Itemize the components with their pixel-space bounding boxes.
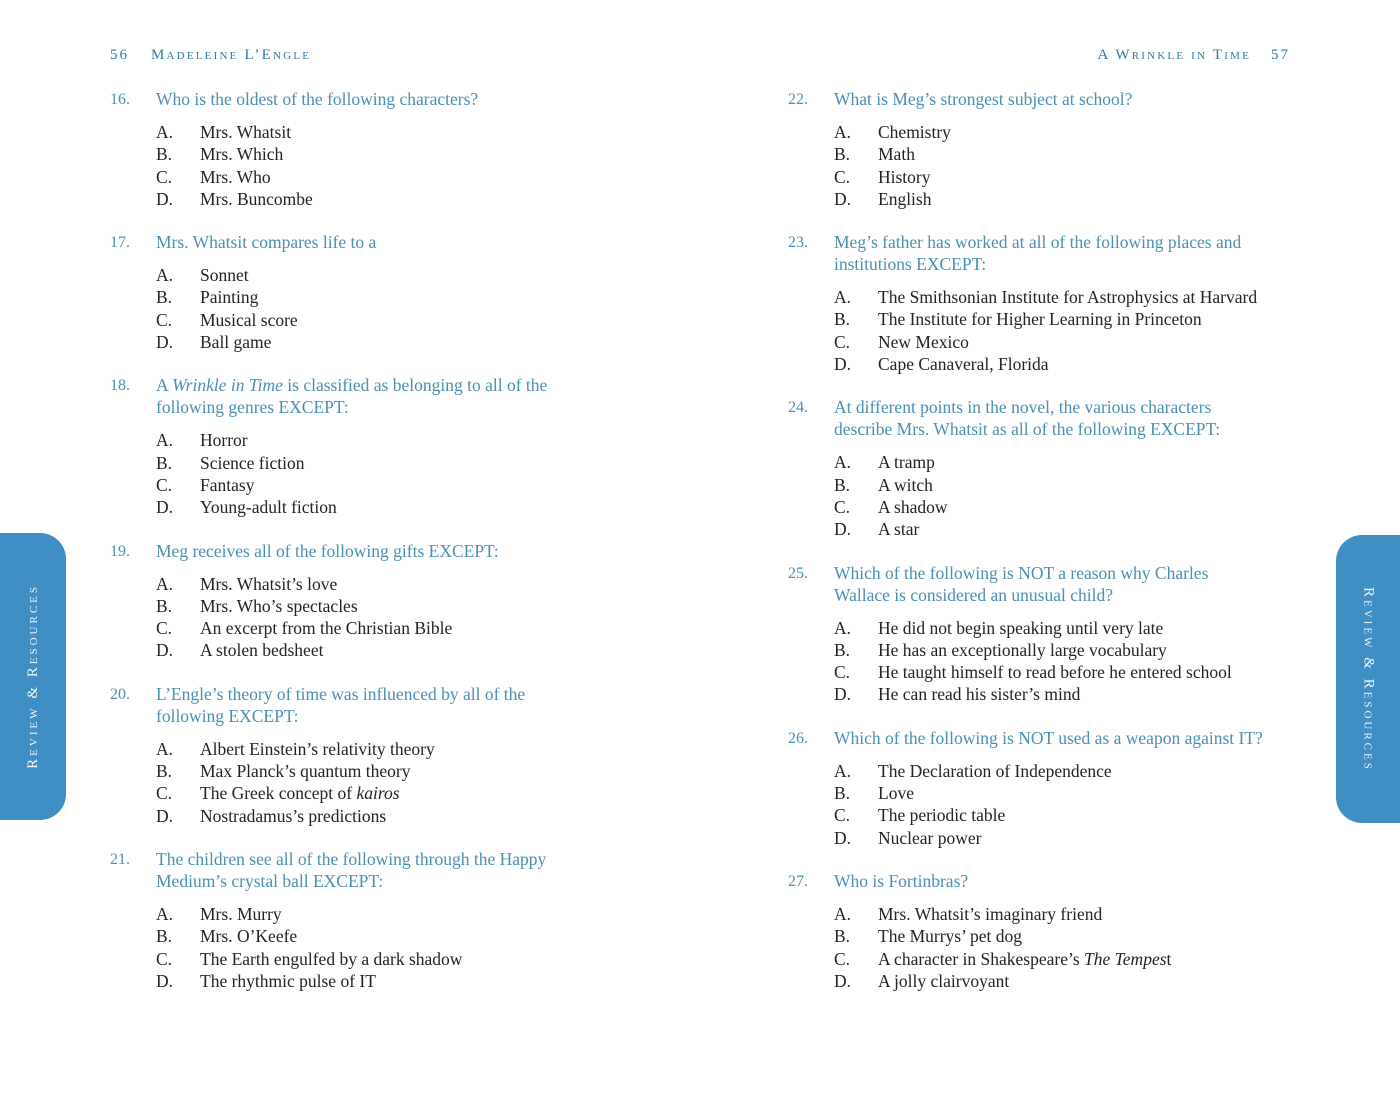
- option-text: Nostradamus’s predictions: [200, 805, 387, 826]
- option-row: [156, 925, 688, 947]
- question-number: 20.: [110, 685, 130, 703]
- question-body: [156, 88, 688, 210]
- review-resources-tab-label: Review & Resources: [1360, 586, 1377, 772]
- option-row: [156, 264, 688, 286]
- option-text: English: [878, 188, 932, 209]
- option-row: [156, 121, 688, 143]
- option-letter: A.: [834, 122, 852, 142]
- question-prompt: L’Engle’s theory of time was influenced by all of the following EXCEPT:: [156, 683, 526, 726]
- option-row: [834, 948, 1290, 970]
- running-head: A Wrinkle in Time: [1097, 47, 1251, 63]
- option-row: [834, 617, 1290, 639]
- option-row: [834, 683, 1290, 705]
- question-number: 21.: [110, 850, 130, 868]
- option-letter: C.: [834, 805, 851, 826]
- option-row: [156, 331, 688, 353]
- option-text: Albert Einstein’s relativity theory: [200, 738, 435, 759]
- option-letter: D.: [156, 332, 174, 353]
- option-list: [834, 617, 1290, 706]
- option-letter: C.: [156, 166, 173, 187]
- question-number: 17.: [110, 234, 130, 252]
- option-text: Mrs. Which: [200, 144, 284, 165]
- page-header-left: [110, 45, 688, 65]
- option-letter: A.: [156, 903, 174, 924]
- option-row: [834, 804, 1290, 826]
- option-list: [156, 573, 688, 662]
- question-number: 25.: [788, 564, 808, 582]
- option-row: [156, 782, 688, 804]
- option-list: [156, 264, 688, 353]
- option-text: Math: [878, 144, 915, 165]
- option-row: [834, 827, 1290, 849]
- question-prompt: Which of the following is NOT used as a weapon against IT?: [834, 727, 1263, 748]
- option-letter: A.: [156, 265, 174, 286]
- option-row: [834, 760, 1290, 782]
- option-letter: D.: [156, 640, 174, 661]
- option-row: [156, 805, 688, 827]
- option-text: A star: [878, 519, 920, 540]
- option-row: [156, 429, 688, 451]
- question-item: [788, 870, 1290, 992]
- option-text: Ball game: [200, 332, 272, 353]
- option-letter: A.: [834, 452, 852, 473]
- review-resources-tab-right: [1336, 535, 1400, 823]
- question-body: [156, 683, 688, 827]
- option-text: History: [878, 166, 931, 187]
- option-text: The Murrys’ pet dog: [878, 926, 1023, 947]
- option-letter: A.: [156, 573, 174, 594]
- option-text: Science fiction: [200, 452, 305, 473]
- option-letter: D.: [834, 684, 852, 705]
- option-letter: B.: [156, 287, 173, 308]
- option-text: Mrs. Who’s spectacles: [200, 595, 358, 616]
- question-prompt: Meg’s father has worked at all of the following places and institutions EXCEPT:: [834, 232, 1242, 275]
- option-text: Painting: [200, 287, 259, 308]
- option-text: Sonnet: [200, 265, 249, 286]
- option-letter: B.: [156, 452, 173, 473]
- question-prompt: Which of the following is NOT a reason why Charles Wallace is considered an unusual child?: [834, 562, 1209, 605]
- question-number: 19.: [110, 542, 130, 560]
- option-text: Horror: [200, 430, 248, 451]
- option-text: Fantasy: [200, 474, 255, 495]
- option-row: [834, 308, 1290, 330]
- option-letter: C.: [156, 474, 173, 495]
- option-letter: A.: [156, 430, 174, 451]
- page-right: [788, 45, 1290, 1013]
- running-head: Madeleine L’Engle: [151, 47, 312, 63]
- page-header-right: [788, 45, 1290, 65]
- option-text: Mrs. Who: [200, 166, 271, 187]
- option-row: [156, 286, 688, 308]
- question-item: [110, 88, 688, 210]
- option-letter: C.: [156, 783, 173, 804]
- review-resources-tab-label: Review & Resources: [24, 584, 41, 769]
- question-number: 26.: [788, 729, 808, 747]
- question-body: [834, 231, 1290, 375]
- question-body: [834, 727, 1290, 849]
- option-row: [834, 925, 1290, 947]
- option-letter: B.: [834, 639, 851, 660]
- option-text: He did not begin speaking until very late: [878, 617, 1164, 638]
- option-text: Mrs. O’Keefe: [200, 926, 298, 947]
- option-text: Musical score: [200, 309, 298, 330]
- question-item: [110, 374, 688, 518]
- question-body: [156, 231, 688, 353]
- option-text: A tramp: [878, 452, 935, 473]
- option-letter: A.: [156, 738, 174, 759]
- option-letter: B.: [834, 309, 851, 330]
- page-number: 57: [1271, 47, 1290, 63]
- option-letter: C.: [834, 331, 851, 352]
- option-text: A stolen bedsheet: [200, 640, 324, 661]
- option-text: Nuclear power: [878, 827, 982, 848]
- option-letter: D.: [156, 188, 174, 209]
- question-body: [834, 562, 1290, 706]
- question-number: 24.: [788, 399, 808, 417]
- option-text: Love: [878, 783, 914, 804]
- option-letter: C.: [834, 496, 851, 517]
- option-list: [156, 121, 688, 210]
- question-number: 16.: [110, 91, 130, 108]
- option-text: Cape Canaveral, Florida: [878, 354, 1049, 375]
- option-row: [834, 143, 1290, 165]
- option-letter: A.: [834, 287, 852, 308]
- option-row: [834, 121, 1290, 143]
- question-number: 27.: [788, 872, 808, 890]
- option-letter: D.: [834, 188, 852, 209]
- option-row: [834, 188, 1290, 210]
- option-list: [156, 903, 688, 992]
- option-text: The rhythmic pulse of IT: [200, 970, 376, 991]
- question-prompt: Mrs. Whatsit compares life to a: [156, 232, 377, 253]
- option-text: A jolly clairvoyant: [878, 970, 1010, 991]
- question-prompt: Who is Fortinbras?: [834, 870, 969, 891]
- option-text: The periodic table: [878, 805, 1006, 826]
- option-list: [834, 903, 1290, 992]
- option-text: Chemistry: [878, 122, 951, 142]
- option-row: [156, 738, 688, 760]
- option-list: [156, 738, 688, 827]
- option-text: He has an exceptionally large vocabulary: [878, 639, 1167, 660]
- option-text: An excerpt from the Christian Bible: [200, 618, 453, 639]
- option-letter: A.: [156, 122, 174, 142]
- option-row: [156, 474, 688, 496]
- page-left: [110, 45, 688, 1013]
- option-list: [156, 429, 688, 518]
- question-item: [788, 231, 1290, 375]
- option-letter: B.: [834, 144, 851, 165]
- option-text: Mrs. Buncombe: [200, 188, 313, 209]
- option-row: [834, 496, 1290, 518]
- option-text: The Smithsonian Institute for Astrophysics at Harvard: [878, 287, 1258, 308]
- option-row: [156, 639, 688, 661]
- option-letter: D.: [834, 970, 852, 991]
- option-row: [156, 970, 688, 992]
- option-row: [156, 309, 688, 331]
- option-text: The Declaration of Independence: [878, 760, 1112, 781]
- option-letter: A.: [834, 617, 852, 638]
- option-text: The Greek concept of kairos: [200, 783, 400, 804]
- question-item: [788, 396, 1290, 540]
- question-number: 23.: [788, 234, 808, 252]
- option-text: New Mexico: [878, 331, 969, 352]
- question-body: [834, 88, 1290, 210]
- question-body: [834, 870, 1290, 992]
- question-item: [110, 848, 688, 992]
- option-text: A shadow: [878, 496, 948, 517]
- option-text: Mrs. Whatsit’s imaginary friend: [878, 903, 1103, 924]
- option-letter: A.: [834, 903, 852, 924]
- option-letter: C.: [834, 166, 851, 187]
- option-text: A witch: [878, 474, 933, 495]
- question-prompt: Meg receives all of the following gifts EXCEPT:: [156, 540, 499, 561]
- option-row: [156, 595, 688, 617]
- question-body: [156, 540, 688, 662]
- option-letter: A.: [834, 760, 852, 781]
- option-letter: B.: [156, 926, 173, 947]
- option-letter: B.: [156, 595, 173, 616]
- question-list-right: [788, 88, 1290, 992]
- option-row: [834, 166, 1290, 188]
- option-row: [156, 166, 688, 188]
- review-resources-tab-left: [0, 533, 66, 820]
- option-letter: B.: [156, 761, 173, 782]
- question-prompt: The children see all of the following through the Happy Medium’s crystal ball EXCEPT:: [156, 848, 547, 891]
- option-letter: D.: [156, 497, 174, 518]
- question-body: [834, 396, 1290, 540]
- option-row: [156, 903, 688, 925]
- option-text: He can read his sister’s mind: [878, 684, 1081, 705]
- option-text: Mrs. Whatsit: [200, 122, 292, 142]
- option-row: [156, 496, 688, 518]
- question-list-left: [110, 88, 688, 992]
- question-prompt: Who is the oldest of the following characters?: [156, 89, 479, 109]
- option-text: Young-adult fiction: [200, 497, 337, 518]
- option-letter: D.: [156, 805, 174, 826]
- option-text: The Earth engulfed by a dark shadow: [200, 948, 463, 969]
- option-row: [834, 970, 1290, 992]
- option-row: [834, 782, 1290, 804]
- page-number: 56: [110, 47, 129, 63]
- option-letter: C.: [156, 948, 173, 969]
- option-list: [834, 286, 1290, 375]
- option-letter: D.: [834, 354, 852, 375]
- option-text: He taught himself to read before he entered school: [878, 662, 1232, 683]
- question-prompt: A Wrinkle in Time is classified as belonging to all of the following genres EXCEPT:: [156, 375, 548, 418]
- option-row: [834, 331, 1290, 353]
- question-number: 22.: [788, 91, 808, 108]
- option-text: Mrs. Murry: [200, 903, 282, 924]
- option-letter: D.: [834, 519, 852, 540]
- option-row: [156, 617, 688, 639]
- option-letter: C.: [156, 618, 173, 639]
- question-number: 18.: [110, 377, 130, 395]
- option-text: Max Planck’s quantum theory: [200, 761, 411, 782]
- option-row: [834, 518, 1290, 540]
- option-list: [834, 451, 1290, 540]
- question-item: [110, 231, 688, 353]
- option-list: [834, 760, 1290, 849]
- question-prompt: At different points in the novel, the various characters describe Mrs. Whatsit as all of the following EXCEPT:: [834, 397, 1221, 440]
- option-row: [834, 451, 1290, 473]
- option-list: [834, 121, 1290, 210]
- option-row: [834, 353, 1290, 375]
- option-row: [156, 143, 688, 165]
- option-row: [834, 286, 1290, 308]
- option-letter: C.: [156, 309, 173, 330]
- option-text: The Institute for Higher Learning in Princeton: [878, 309, 1202, 330]
- option-letter: D.: [156, 970, 174, 991]
- option-row: [156, 573, 688, 595]
- option-text: A character in Shakespeare’s The Tempest: [878, 948, 1172, 969]
- question-item: [110, 683, 688, 827]
- option-letter: B.: [834, 926, 851, 947]
- option-letter: B.: [834, 474, 851, 495]
- option-row: [156, 188, 688, 210]
- option-text: Mrs. Whatsit’s love: [200, 573, 338, 594]
- option-letter: D.: [834, 827, 852, 848]
- question-item: [788, 727, 1290, 849]
- question-body: [156, 374, 688, 518]
- question-body: [156, 848, 688, 992]
- option-row: [834, 474, 1290, 496]
- question-item: [788, 562, 1290, 706]
- option-row: [156, 760, 688, 782]
- question-prompt: What is Meg’s strongest subject at school?: [834, 89, 1133, 109]
- question-item: [110, 540, 688, 662]
- option-letter: C.: [834, 948, 851, 969]
- option-row: [156, 452, 688, 474]
- option-row: [834, 903, 1290, 925]
- option-row: [156, 948, 688, 970]
- option-row: [834, 661, 1290, 683]
- question-item: [788, 88, 1290, 210]
- option-letter: B.: [834, 783, 851, 804]
- option-letter: B.: [156, 144, 173, 165]
- option-row: [834, 639, 1290, 661]
- option-letter: C.: [834, 662, 851, 683]
